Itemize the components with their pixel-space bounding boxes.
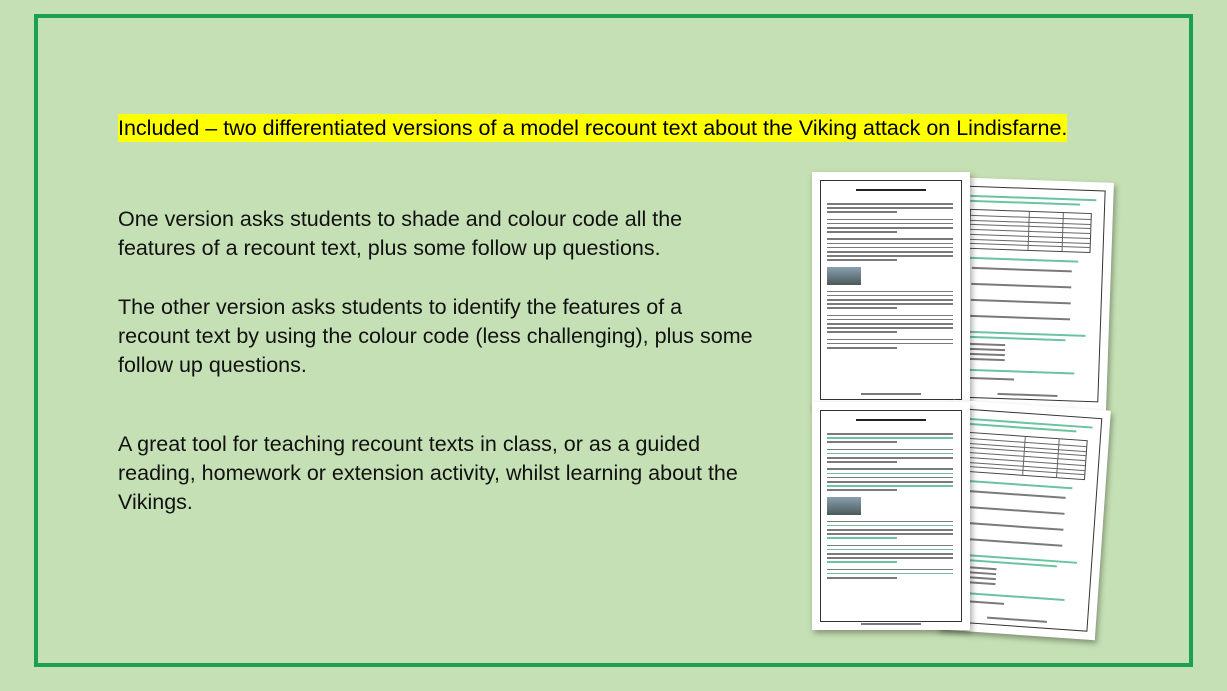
text-line — [827, 473, 953, 475]
worksheet-thumbnail-text-2 — [812, 402, 970, 630]
text-line — [827, 243, 953, 245]
text-line — [827, 247, 953, 249]
text-line — [827, 529, 953, 531]
text-line — [827, 307, 897, 309]
text-line — [966, 490, 1066, 499]
text-line — [856, 189, 926, 191]
text-line — [970, 200, 1080, 205]
text-line — [827, 315, 953, 317]
text-line — [965, 343, 1005, 346]
text-line — [827, 227, 953, 229]
text-line — [971, 299, 1071, 304]
text-line — [968, 257, 1078, 262]
text-line — [827, 577, 897, 579]
text-line — [972, 267, 1072, 272]
text-line — [827, 323, 953, 325]
text-line — [827, 203, 953, 205]
text-line — [856, 419, 926, 421]
viking-illustration — [827, 497, 861, 515]
text-line — [827, 238, 953, 240]
text-line — [827, 255, 953, 257]
text-line — [827, 433, 953, 435]
text-line — [827, 319, 953, 321]
text-line — [827, 231, 897, 233]
headline: Included – two differentiated versions of a model recount text about the Viking attack on Lindisfarne. — [118, 116, 1068, 140]
text-line — [964, 377, 1014, 380]
text-line — [827, 545, 953, 547]
text-line — [827, 457, 953, 459]
text-line — [827, 557, 953, 559]
text-line — [827, 291, 953, 293]
text-line — [964, 522, 1064, 531]
text-line — [965, 353, 1005, 356]
text-line — [827, 223, 953, 225]
text-line — [827, 449, 953, 451]
text-line — [827, 211, 897, 213]
text-line — [827, 525, 953, 527]
text-line — [970, 315, 1070, 320]
viking-illustration — [827, 267, 861, 285]
text-line — [827, 437, 953, 439]
text-line — [827, 347, 897, 349]
text-line — [827, 549, 953, 551]
text-line — [861, 393, 921, 395]
text-line — [861, 623, 921, 625]
text-line — [965, 336, 1065, 341]
text-line — [827, 441, 897, 443]
text-line — [827, 485, 953, 487]
text-line — [997, 393, 1057, 397]
text-line — [965, 348, 1005, 351]
text-line — [827, 521, 953, 523]
text-line — [827, 489, 897, 491]
text-line — [827, 339, 953, 341]
text-line — [827, 453, 953, 455]
text-line — [827, 569, 953, 571]
description-paragraph-3: A great tool for teaching recount texts in class, or as a guided reading, homework or extension activity, whilst learning about the Vikings. — [118, 432, 738, 514]
text-line — [827, 343, 953, 345]
text-line — [827, 461, 897, 463]
features-table — [963, 432, 1087, 480]
features-table — [969, 209, 1092, 253]
text-line — [827, 207, 953, 209]
text-line — [987, 617, 1047, 623]
text-line — [955, 591, 1065, 600]
description-paragraph-2: The other version asks students to identify the features of a recount text by using the colour code (less challenging), plus some follow up questions. — [118, 295, 753, 377]
text-line — [827, 299, 953, 301]
text-line — [963, 480, 1073, 489]
text-line — [827, 295, 953, 297]
text-line — [827, 553, 953, 555]
text-line — [827, 331, 897, 333]
text-line — [827, 573, 953, 575]
text-line — [827, 219, 953, 221]
text-line — [965, 358, 1005, 361]
text-line — [827, 251, 953, 253]
text-line — [965, 506, 1065, 515]
text-line — [827, 537, 897, 539]
worksheet-thumbnail-text-1 — [812, 172, 970, 408]
text-line — [963, 538, 1063, 547]
text-line — [827, 477, 953, 479]
description-paragraph-1: One version asks students to shade and colour code all the features of a recount text, plus some follow up questions. — [118, 207, 683, 260]
text-line — [827, 259, 897, 261]
text-line — [827, 533, 953, 535]
text-line — [971, 283, 1071, 288]
text-line — [827, 468, 953, 470]
text-line — [827, 327, 953, 329]
text-line — [827, 481, 953, 483]
text-line — [827, 561, 897, 563]
text-line — [964, 369, 1074, 374]
text-line — [827, 303, 953, 305]
worksheet-thumbnail-questions-1 — [948, 177, 1114, 410]
